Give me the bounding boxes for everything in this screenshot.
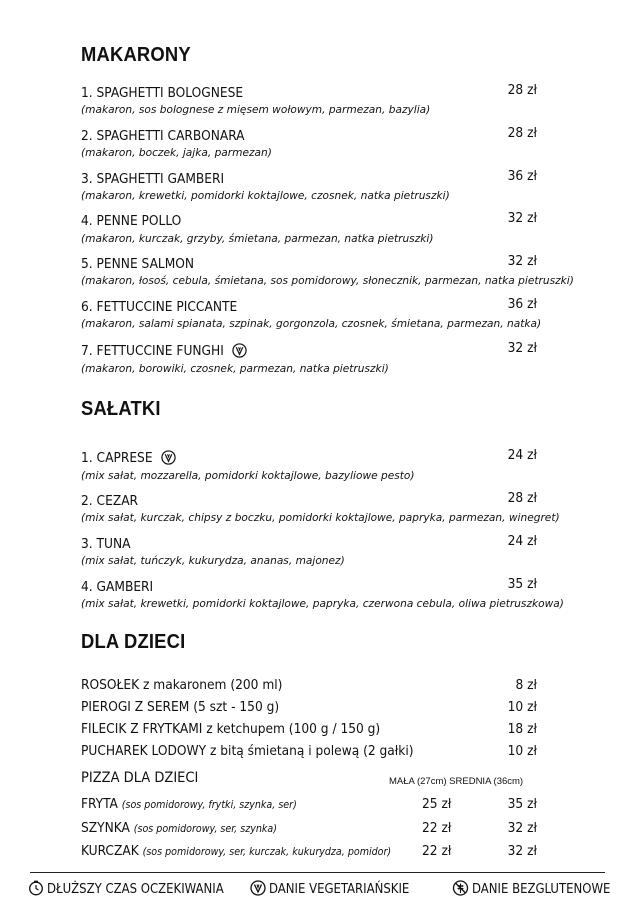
legend-wait-label: DŁUŻSZY CZAS OCZEKIWANIA — [47, 882, 224, 897]
menu-item — [81, 721, 541, 737]
legend-veg — [250, 880, 409, 897]
menu-item — [81, 340, 541, 359]
item-price: 36 zł — [507, 296, 537, 312]
item-name: 5. PENNE SALMON — [81, 256, 195, 272]
section-title-salatki: SAŁATKI — [81, 398, 161, 420]
item-description: (makaron, krewetki, pomidorki koktajlowe, czosnek, natka pietruszki) — [81, 190, 450, 202]
legend-veg-label: DANIE VEGETARIAŃSKIE — [269, 882, 410, 897]
item-price: 24 zł — [507, 447, 537, 463]
pizza-name: SZYNKA — [81, 820, 130, 836]
item-description: (makaron, boczek, jajka, parmezan) — [81, 147, 272, 159]
section-title-makarony: MAKARONY — [81, 44, 191, 66]
item-price: 32 zł — [507, 210, 537, 226]
item-price: 32 zł — [507, 253, 537, 269]
item-price: 36 zł — [507, 168, 537, 184]
pizza-price-small: 22 zł — [422, 820, 452, 836]
menu-item — [81, 576, 541, 595]
menu-item — [81, 490, 541, 509]
item-name: 4. GAMBERI — [81, 579, 154, 595]
gluten-free-icon — [452, 880, 469, 896]
menu-item — [81, 253, 541, 272]
item-description: (makaron, salami spianata, szpinak, gorgonzola, czosnek, śmietana, parmezan, natka) — [81, 318, 542, 330]
pizza-description: (sos pomidorowy, ser, kurczak, kukurydza, pomidor) — [142, 846, 392, 858]
pizza-row — [81, 843, 541, 859]
item-price: 28 zł — [507, 490, 537, 506]
item-description: (makaron, borowiki, czosnek, parmezan, natka pietruszki) — [81, 363, 389, 375]
item-name: 1. SPAGHETTI BOLOGNESE — [81, 85, 244, 101]
item-name: 1. CAPRESE — [81, 450, 153, 466]
item-name: ROSOŁEK z makaronem (200 ml) — [81, 677, 283, 693]
legend-gf — [452, 880, 610, 897]
menu-item — [81, 125, 541, 144]
pizza-description: (sos pomidorowy, ser, szynka) — [133, 823, 277, 835]
item-name: 4. PENNE POLLO — [81, 213, 182, 229]
pizza-row — [81, 820, 541, 836]
item-price: 18 zł — [507, 721, 537, 737]
menu-item — [81, 447, 541, 466]
pizza-description: (sos pomidorowy, frytki, szynka, ser) — [121, 799, 297, 811]
menu-item — [81, 82, 541, 101]
item-description: (mix sałat, kurczak, chipsy z boczku, pomidorki koktajlowe, papryka, parmezan, winegret) — [81, 512, 560, 524]
item-price: 24 zł — [507, 533, 537, 549]
item-name: 3. SPAGHETTI GAMBERI — [81, 171, 225, 187]
pizza-name: KURCZAK — [81, 843, 139, 859]
item-description: (makaron, łosoś, cebula, śmietana, sos pomidorowy, słonecznik, parmezan, natka pietruszki) — [81, 275, 574, 287]
item-price: 32 zł — [507, 340, 537, 356]
pizza-name: FRYTA — [81, 796, 118, 812]
item-name: 6. FETTUCCINE PICCANTE — [81, 299, 238, 315]
item-name: 2. SPAGHETTI CARBONARA — [81, 128, 245, 144]
pizza-price-medium: 32 zł — [507, 843, 537, 859]
item-description: (mix sałat, tuńczyk, kukurydza, ananas, majonez) — [81, 555, 345, 567]
legend-wait — [28, 880, 224, 897]
menu-item — [81, 743, 541, 759]
pizza-size-header: MAŁA (27cm) SREDNIA (36cm) — [389, 776, 524, 787]
pizza-price-medium: 32 zł — [507, 820, 537, 836]
item-price: 8 zł — [515, 677, 537, 693]
vegetarian-icon — [232, 343, 247, 358]
pizza-row — [81, 796, 541, 812]
menu-item — [81, 677, 541, 693]
menu-item — [81, 699, 541, 715]
pizza-price-small: 22 zł — [422, 843, 452, 859]
legend-gf-label: DANIE BEZGLUTENOWE — [472, 882, 611, 897]
item-name: 7. FETTUCCINE FUNGHI — [81, 343, 224, 359]
menu-item — [81, 210, 541, 229]
section-title-dzieci: DLA DZIECI — [81, 631, 186, 653]
item-name: PIEROGI Z SEREM (5 szt - 150 g) — [81, 699, 280, 715]
item-price: 28 zł — [507, 125, 537, 141]
item-price: 10 zł — [507, 699, 537, 715]
item-name: FILECIK Z FRYTKAMI z ketchupem (100 g / 150 g) — [81, 721, 381, 737]
item-name: 3. TUNA — [81, 536, 131, 552]
item-price: 10 zł — [507, 743, 537, 759]
menu-item — [81, 168, 541, 187]
pizza-price-medium: 35 zł — [507, 796, 537, 812]
item-price: 28 zł — [507, 82, 537, 98]
item-description: (makaron, sos bolognese z mięsem wołowym, parmezan, bazylia) — [81, 104, 431, 116]
menu-item — [81, 296, 541, 315]
pizza-price-small: 25 zł — [422, 796, 452, 812]
menu-item — [81, 533, 541, 552]
pizza-subtitle: PIZZA DLA DZIECI — [81, 770, 199, 786]
item-name: 2. CEZAR — [81, 493, 139, 509]
vegetarian-icon — [161, 450, 176, 465]
item-description: (makaron, kurczak, grzyby, śmietana, parmezan, natka pietruszki) — [81, 233, 434, 245]
item-description: (mix sałat, mozzarella, pomidorki koktajlowe, bazyliowe pesto) — [81, 470, 415, 482]
item-description: (mix sałat, krewetki, pomidorki koktajlowe, papryka, czerwona cebula, oliwa pietruszkowa) — [81, 598, 564, 610]
clock-icon — [28, 880, 44, 896]
item-name: PUCHAREK LODOWY z bitą śmietaną i polewą (2 gałki) — [81, 743, 414, 759]
vegetarian-icon — [250, 880, 266, 896]
item-price: 35 zł — [507, 576, 537, 592]
legend-divider — [30, 872, 605, 873]
